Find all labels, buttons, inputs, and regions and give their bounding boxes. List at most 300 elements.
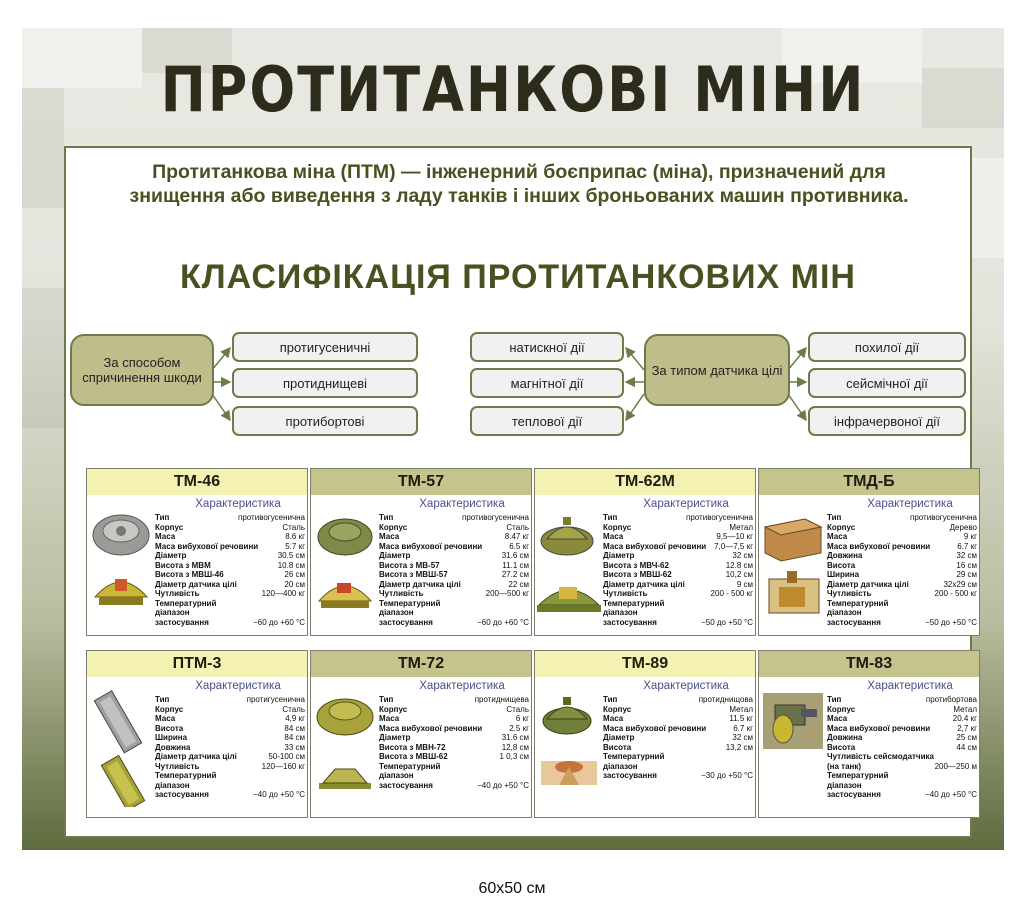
spec-key: Маса вибухової речовини xyxy=(155,541,259,551)
option-thermal: теплової дії xyxy=(470,406,624,436)
spec-value: 12,8 см xyxy=(501,742,529,752)
spec-key: Температурний xyxy=(155,771,217,780)
spec-row xyxy=(603,608,753,618)
spec-row xyxy=(603,733,753,743)
spec-value: 11.1 см xyxy=(502,560,529,570)
characteristics-label: Характеристика xyxy=(643,498,729,510)
spec-row xyxy=(827,695,977,705)
spec-key: Маса xyxy=(379,714,400,723)
spec-key: Маса вибухової речовини xyxy=(379,723,483,733)
spec-row xyxy=(827,542,977,552)
spec-value: 27.2 см xyxy=(501,570,529,579)
spec-row xyxy=(827,551,977,561)
spec-value: 84 см xyxy=(284,733,305,742)
spec-row xyxy=(379,714,529,724)
spec-row xyxy=(827,705,977,715)
spec-table xyxy=(603,513,753,627)
spec-value: 31.6 см xyxy=(501,733,529,742)
spec-value: протигусенична xyxy=(246,695,305,704)
spec-key: Діаметр xyxy=(603,551,635,560)
spec-row xyxy=(827,724,977,734)
spec-value: 50-100 см xyxy=(268,752,305,761)
spec-row xyxy=(155,570,305,580)
spec-value: 9 кг xyxy=(963,532,977,541)
spec-key: Тип xyxy=(379,513,394,522)
spec-row xyxy=(379,532,529,542)
spec-key: застосування xyxy=(827,617,881,627)
spec-value: 20 см xyxy=(284,579,305,589)
spec-key: Висота з МВШ-57 xyxy=(379,570,448,579)
spec-value: Метал xyxy=(729,522,753,532)
mine-illustration xyxy=(313,505,377,630)
spec-key: діапазон xyxy=(827,608,862,617)
spec-value: 30.5 см xyxy=(277,551,305,560)
spec-key: Маса вибухової речовини xyxy=(827,541,931,551)
spec-value: 6.7 кг xyxy=(957,541,977,551)
arrow-line xyxy=(212,348,230,370)
spec-row xyxy=(827,580,977,590)
spec-value: 2.5 кг xyxy=(509,723,529,733)
mine-card xyxy=(758,650,980,818)
spec-key: Висота xyxy=(827,560,856,570)
spec-key: Висота з МВ-57 xyxy=(379,560,440,570)
spec-value: 6.7 кг xyxy=(733,723,753,733)
spec-value: 9 см xyxy=(736,579,753,589)
spec-value: Дерево xyxy=(949,522,977,532)
spec-value: Сталь xyxy=(506,704,529,714)
spec-row xyxy=(379,705,529,715)
spec-row xyxy=(827,752,977,762)
poster-board xyxy=(22,28,1004,850)
spec-value: 32 см xyxy=(732,551,753,560)
spec-row xyxy=(379,599,529,609)
spec-key: Ширина xyxy=(827,570,860,579)
spec-key: діапазон xyxy=(603,608,638,617)
spec-row xyxy=(603,724,753,734)
spec-row xyxy=(379,618,529,628)
option-anti-side: протибортові xyxy=(232,406,418,436)
spec-row xyxy=(603,771,753,781)
spec-row xyxy=(603,618,753,628)
mine-illustration xyxy=(89,505,153,630)
spec-key: Температурний xyxy=(827,598,889,608)
spec-table xyxy=(603,695,753,781)
spec-row xyxy=(603,589,753,599)
spec-table xyxy=(827,513,977,627)
spec-value: 7,0—7,5 кг xyxy=(714,541,753,551)
spec-key: діапазон xyxy=(603,761,638,771)
spec-value: 6 кг xyxy=(515,714,529,723)
spec-value: 200 - 500 кг xyxy=(710,589,753,598)
spec-row xyxy=(155,724,305,734)
spec-key: Довжина xyxy=(155,742,191,752)
spec-key: Діаметр xyxy=(603,733,635,742)
characteristics-label: Характеристика xyxy=(419,498,505,510)
spec-key: Маса xyxy=(827,714,848,723)
spec-table xyxy=(379,695,529,790)
spec-row xyxy=(827,781,977,791)
spec-value: 8.47 кг xyxy=(504,532,529,541)
spec-row xyxy=(603,752,753,762)
spec-row xyxy=(379,724,529,734)
mine-illustration xyxy=(761,505,825,630)
arrow-line xyxy=(626,348,644,370)
spec-value: 32 см xyxy=(956,551,977,560)
spec-row xyxy=(155,771,305,781)
spec-row xyxy=(155,695,305,705)
option-pressure: натискної дії xyxy=(470,332,624,362)
spec-row xyxy=(827,733,977,743)
mine-card xyxy=(758,468,980,636)
spec-table xyxy=(379,513,529,627)
spec-value: противогусенична xyxy=(686,513,753,522)
spec-row xyxy=(603,551,753,561)
spec-key: Температурний xyxy=(603,598,665,608)
spec-key: Тип xyxy=(379,695,394,704)
spec-value: 200—500 кг xyxy=(485,589,529,598)
spec-key: Висота з МВМ xyxy=(155,560,211,570)
spec-value: 11.5 кг xyxy=(729,714,753,723)
spec-value: 8.6 кг xyxy=(285,532,305,541)
spec-key: застосування xyxy=(155,617,209,627)
spec-row xyxy=(827,608,977,618)
spec-value: Сталь xyxy=(282,522,305,532)
spec-key: Тип xyxy=(155,513,170,522)
spec-row xyxy=(827,714,977,724)
spec-row xyxy=(379,752,529,762)
spec-row xyxy=(155,580,305,590)
spec-value: протибортова xyxy=(925,695,977,704)
spec-value: 20.4 кг xyxy=(952,714,977,723)
spec-value: 2,7 кг xyxy=(957,723,977,733)
mine-card-title: ТМД-Б xyxy=(759,469,979,495)
spec-row xyxy=(155,705,305,715)
spec-key: Корпус xyxy=(827,704,856,714)
spec-key: Тип xyxy=(155,695,170,704)
spec-key: Маса xyxy=(603,714,624,723)
spec-row xyxy=(603,570,753,580)
spec-key: діапазон xyxy=(155,780,190,790)
spec-value: −30 до +50 °С xyxy=(701,771,753,780)
spec-row xyxy=(379,743,529,753)
mine-card-title: ПТМ-3 xyxy=(87,651,307,677)
mine-card-title: ТМ-46 xyxy=(87,469,307,495)
spec-row xyxy=(827,771,977,781)
characteristics-label: Характеристика xyxy=(867,680,953,692)
spec-key: Діаметр датчика цілі xyxy=(155,579,237,589)
spec-value: 200 - 500 кг xyxy=(934,589,977,598)
spec-value: 33 см xyxy=(284,742,305,752)
spec-row xyxy=(379,762,529,772)
spec-row xyxy=(379,580,529,590)
mine-illustration xyxy=(537,505,601,630)
spec-key: Маса вибухової речовини xyxy=(827,723,931,733)
spec-row xyxy=(155,532,305,542)
spec-key: Тип xyxy=(603,513,618,522)
spec-row xyxy=(603,580,753,590)
spec-row xyxy=(155,599,305,609)
spec-key: діапазон xyxy=(379,608,414,617)
spec-row xyxy=(827,570,977,580)
spec-value: −40 до +50 °С xyxy=(253,790,305,799)
spec-row xyxy=(155,781,305,791)
mine-card-title: ТМ-72 xyxy=(311,651,531,677)
option-seismic: сейсмічної дії xyxy=(808,368,966,398)
spec-row xyxy=(603,695,753,705)
spec-key: діапазон xyxy=(827,780,862,790)
spec-value: 1 0,3 см xyxy=(499,752,529,761)
arrow-line xyxy=(626,394,644,420)
spec-key: Корпус xyxy=(603,704,632,714)
spec-value: 6.5 кг xyxy=(509,541,529,551)
spec-value: 4,9 кг xyxy=(285,714,305,723)
spec-key: діапазон xyxy=(155,608,190,617)
characteristics-label: Характеристика xyxy=(195,680,281,692)
spec-key: Чутливість xyxy=(827,589,872,598)
spec-table xyxy=(155,695,305,800)
mine-card xyxy=(534,650,756,818)
mine-card-title: ТМ-57 xyxy=(311,469,531,495)
spec-key: Температурний xyxy=(827,771,889,780)
spec-key: Діаметр xyxy=(379,733,411,742)
size-label: 60x50 см xyxy=(478,880,546,897)
hub-damage-method: За способом спричинення шкоди xyxy=(70,334,214,406)
spec-key: застосування xyxy=(603,617,657,627)
spec-row xyxy=(155,752,305,762)
spec-key: застосування xyxy=(603,771,657,780)
option-magnetic: магнітної дії xyxy=(470,368,624,398)
spec-row xyxy=(603,714,753,724)
spec-key: Маса вибухової речовини xyxy=(603,723,707,733)
spec-key: Висота xyxy=(603,742,632,752)
spec-value: −50 до +50 °С xyxy=(925,617,977,627)
spec-row xyxy=(379,695,529,705)
mine-card xyxy=(534,468,756,636)
spec-key: Температурний xyxy=(155,598,217,608)
spec-value: 29 см xyxy=(956,570,977,579)
spec-key: Температурний xyxy=(379,598,441,608)
content-panel xyxy=(64,146,977,838)
spec-row xyxy=(827,589,977,599)
characteristics-label: Характеристика xyxy=(643,680,729,692)
mine-card xyxy=(86,468,308,636)
spec-row xyxy=(379,513,529,523)
spec-key: Температурний xyxy=(603,752,665,761)
spec-key: застосування xyxy=(155,790,209,799)
spec-value: −50 до +50 °С xyxy=(701,617,753,627)
mine-card xyxy=(310,650,532,818)
spec-key: застосування xyxy=(827,790,881,799)
spec-key: Висота xyxy=(155,723,184,733)
spec-value: 16 см xyxy=(956,560,977,570)
spec-key: Ширина xyxy=(155,733,188,742)
spec-value: 22 см xyxy=(508,579,529,589)
arrow-line xyxy=(788,394,806,420)
spec-row xyxy=(827,618,977,628)
arrow-line xyxy=(212,394,230,420)
spec-value: 32х29 см xyxy=(943,579,977,589)
mine-illustration xyxy=(89,687,153,812)
poster-title: ПРОТИТАНКОВІ МІНИ xyxy=(160,53,866,126)
spec-value: 5.7 кг xyxy=(285,541,305,551)
spec-row xyxy=(379,570,529,580)
spec-value: Сталь xyxy=(506,522,529,532)
spec-row xyxy=(827,523,977,533)
spec-row xyxy=(827,762,977,772)
spec-key: Довжина xyxy=(827,733,863,742)
mine-card xyxy=(310,468,532,636)
spec-value: противогусенична xyxy=(238,513,305,522)
spec-row xyxy=(155,714,305,724)
spec-key: Корпус xyxy=(155,704,184,714)
spec-key: Чутливість xyxy=(155,761,200,771)
spec-value: протиднищова xyxy=(698,695,753,704)
spec-row xyxy=(603,705,753,715)
spec-key: Чутливість сейсмодатчика xyxy=(827,752,934,761)
spec-key: Тип xyxy=(827,513,842,522)
spec-row xyxy=(379,733,529,743)
spec-row xyxy=(155,790,305,800)
spec-row xyxy=(827,743,977,753)
spec-row xyxy=(379,589,529,599)
spec-row xyxy=(155,513,305,523)
spec-key: Висота з МВН-72 xyxy=(379,742,446,752)
spec-value: 12.8 см xyxy=(725,560,753,570)
mine-card-title: ТМ-83 xyxy=(759,651,979,677)
spec-row xyxy=(603,542,753,552)
mine-card-title: ТМ-62М xyxy=(535,469,755,495)
spec-value: 84 см xyxy=(284,723,305,733)
spec-key: Діаметр датчика цілі xyxy=(603,579,685,589)
spec-key: Висота з МВШ-62 xyxy=(603,570,672,579)
spec-key: Чутливість xyxy=(603,589,648,598)
spec-key: Маса xyxy=(827,532,848,541)
mine-card xyxy=(86,650,308,818)
spec-row xyxy=(379,771,529,781)
spec-key: Маса xyxy=(155,714,176,723)
spec-row xyxy=(827,790,977,800)
spec-value: Сталь xyxy=(282,704,305,714)
spec-key: Корпус xyxy=(827,522,856,532)
spec-row xyxy=(379,781,529,791)
spec-row xyxy=(603,532,753,542)
spec-row xyxy=(827,599,977,609)
spec-row xyxy=(155,608,305,618)
spec-value: −40 до +50 °С xyxy=(477,780,529,790)
spec-row xyxy=(379,561,529,571)
spec-row xyxy=(155,589,305,599)
mine-card-title: ТМ-89 xyxy=(535,651,755,677)
arrow-line xyxy=(788,348,806,370)
spec-key: Діаметр датчика цілі xyxy=(379,579,461,589)
spec-value: 200—250 м xyxy=(934,761,977,771)
spec-value: 10,2 см xyxy=(725,570,753,579)
spec-row xyxy=(155,542,305,552)
spec-row xyxy=(379,551,529,561)
option-anti-track: протигусеничні xyxy=(232,332,418,362)
spec-row xyxy=(827,561,977,571)
characteristics-label: Характеристика xyxy=(195,498,281,510)
option-infrared: інфрачервоної дії xyxy=(808,406,966,436)
spec-row xyxy=(155,561,305,571)
spec-row xyxy=(155,743,305,753)
spec-key: Маса xyxy=(603,532,624,541)
spec-key: Температурний xyxy=(379,761,441,771)
spec-row xyxy=(155,618,305,628)
spec-value: −60 до +60 °С xyxy=(477,617,529,627)
spec-key: Діаметр xyxy=(379,551,411,560)
spec-key: Маса xyxy=(155,532,176,541)
spec-key: Маса вибухової речовини xyxy=(603,541,707,551)
spec-value: Метал xyxy=(953,704,977,714)
spec-value: 26 см xyxy=(284,570,305,579)
spec-key: Чутливість xyxy=(379,589,424,598)
spec-row xyxy=(155,733,305,743)
spec-row xyxy=(379,608,529,618)
spec-row xyxy=(827,532,977,542)
spec-value: 9,5—10 кг xyxy=(716,532,753,541)
spec-key: Діаметр xyxy=(155,551,187,560)
spec-key: Корпус xyxy=(155,522,184,532)
spec-key: Довжина xyxy=(827,551,863,560)
spec-key: Висота з МВШ-62 xyxy=(379,752,448,761)
spec-key: Висота з МВШ-46 xyxy=(155,570,224,579)
characteristics-label: Характеристика xyxy=(867,498,953,510)
spec-value: −40 до +50 °С xyxy=(925,790,977,799)
spec-key: застосування xyxy=(379,617,433,627)
spec-key: Висота з МВЧ-62 xyxy=(603,560,669,570)
spec-value: 120—400 кг xyxy=(261,589,305,598)
spec-row xyxy=(827,513,977,523)
spec-key: Діаметр датчика цілі xyxy=(827,579,909,589)
spec-key: Тип xyxy=(603,695,618,704)
spec-key: діапазон xyxy=(379,771,414,780)
spec-table xyxy=(827,695,977,800)
spec-key: Корпус xyxy=(379,522,408,532)
spec-value: 31.6 см xyxy=(501,551,529,560)
mine-illustration xyxy=(537,687,601,812)
spec-value: 10.8 см xyxy=(277,560,305,570)
spec-key: Маса вибухової речовини xyxy=(379,541,483,551)
mine-illustration xyxy=(761,687,825,812)
option-tilt: похилої дії xyxy=(808,332,966,362)
spec-key: застосування xyxy=(379,780,433,790)
spec-value: 25 см xyxy=(956,733,977,742)
classification-title: КЛАСИФІКАЦІЯ ПРОТИТАНКОВИХ МІН xyxy=(180,258,856,296)
spec-value: противогусенична xyxy=(910,513,977,522)
spec-value: 120—160 кг xyxy=(261,761,305,771)
spec-key: Маса xyxy=(379,532,400,541)
spec-value: протиднищева xyxy=(474,695,529,704)
mine-illustration xyxy=(313,687,377,812)
spec-key: Чутливість xyxy=(155,589,200,598)
option-anti-bottom: протиднищеві xyxy=(232,368,418,398)
characteristics-label: Характеристика xyxy=(419,680,505,692)
intro-text: Протитанкова міна (ПТМ) — інженерний боєприпас (міна), призначений для знищення або виведення з ладу танків і інших броньованих машин противника. xyxy=(129,161,909,207)
spec-row xyxy=(603,561,753,571)
spec-row xyxy=(603,523,753,533)
spec-row xyxy=(379,523,529,533)
spec-row xyxy=(379,542,529,552)
spec-row xyxy=(603,513,753,523)
spec-row xyxy=(603,599,753,609)
spec-row xyxy=(155,762,305,772)
spec-value: 44 см xyxy=(956,742,977,752)
spec-table xyxy=(155,513,305,627)
spec-row xyxy=(603,743,753,753)
spec-key: Корпус xyxy=(603,522,632,532)
spec-key: (на танк) xyxy=(827,761,862,771)
